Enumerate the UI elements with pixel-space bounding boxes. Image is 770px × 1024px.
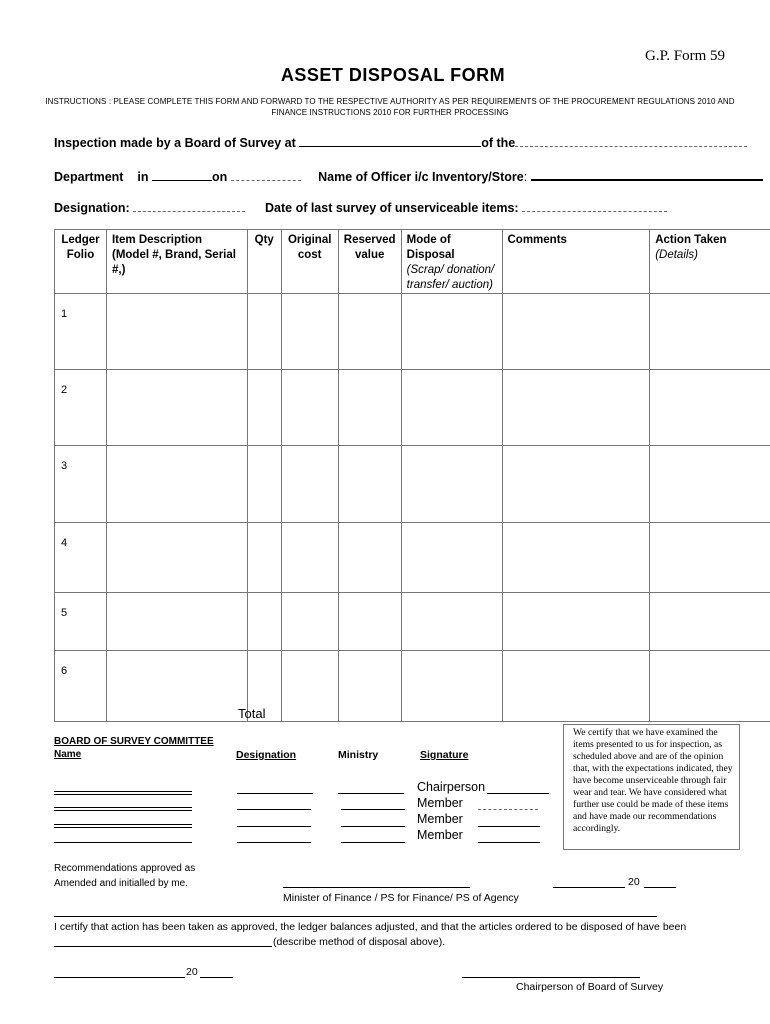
- inspection-row: [54, 135, 747, 150]
- designation-field-1[interactable]: [237, 793, 313, 794]
- form-number: G.P. Form 59: [645, 48, 726, 64]
- signature-field-1[interactable]: [487, 793, 549, 794]
- cell[interactable]: [106, 446, 247, 523]
- minister-date-line[interactable]: [553, 887, 625, 888]
- cell[interactable]: [502, 651, 650, 722]
- cell[interactable]: [401, 446, 502, 523]
- cell[interactable]: [650, 294, 770, 370]
- ministry-column-label: Ministry: [338, 749, 379, 761]
- certification-box: We certify that we have examined the items presented to us for inspection, as scheduled above and are of the opinion that, with the expectations indicated, they have become unserviceable through fair wear and tear. We have considered what further use could be made of these items and have made our recommendations accordingly.: [563, 724, 740, 850]
- cell[interactable]: [650, 370, 770, 446]
- name-field-3[interactable]: [54, 824, 192, 828]
- name-field-2[interactable]: [54, 807, 192, 811]
- name-field-4[interactable]: [54, 842, 192, 843]
- cell[interactable]: [247, 446, 281, 523]
- row-number: 1: [55, 294, 107, 370]
- cell[interactable]: [401, 294, 502, 370]
- signature-field-3[interactable]: [478, 826, 540, 827]
- cell[interactable]: [401, 370, 502, 446]
- cell[interactable]: [106, 593, 247, 651]
- recommendations-line-2: Amended and initialled by me.: [54, 878, 188, 889]
- designation-row: [54, 200, 245, 215]
- col-item-description: Item Description (Model #, Brand, Serial #,): [106, 230, 247, 294]
- signature-column-label: Signature: [420, 749, 469, 761]
- disposal-table: [54, 229, 770, 722]
- name-column-label: Name: [54, 749, 82, 760]
- cell[interactable]: [502, 370, 650, 446]
- cell[interactable]: [650, 593, 770, 651]
- minister-year-line[interactable]: [644, 887, 676, 888]
- cell[interactable]: [281, 651, 338, 722]
- last-survey-row: [265, 200, 667, 215]
- cell[interactable]: [401, 523, 502, 593]
- cell[interactable]: [338, 651, 401, 722]
- name-field-1[interactable]: [54, 791, 192, 795]
- signature-field-4[interactable]: [478, 842, 540, 843]
- col-comments: Comments: [502, 230, 650, 294]
- cell[interactable]: [247, 294, 281, 370]
- department-label: Department: [54, 170, 124, 184]
- table-header-row: [55, 230, 770, 294]
- signature-field-2[interactable]: [478, 809, 538, 810]
- officer-field[interactable]: [531, 168, 763, 181]
- inspection-label: Inspection made by a Board of Survey at: [54, 136, 296, 150]
- ministry-field-3[interactable]: [341, 826, 405, 827]
- minister-signature-line[interactable]: [283, 887, 470, 888]
- cell[interactable]: [502, 294, 650, 370]
- cell[interactable]: [106, 370, 247, 446]
- committee-heading: BOARD OF SURVEY COMMITTEE: [54, 736, 214, 747]
- chair-sign-label: Chairperson of Board of Survey: [516, 981, 664, 993]
- department-row: Department in on Name of Officer i/c Inventory/Store:: [54, 168, 763, 184]
- minister-date-year: 20: [628, 876, 640, 888]
- row-number: 3: [55, 446, 107, 523]
- designation-field-4[interactable]: [237, 842, 311, 843]
- designation-label: Designation:: [54, 201, 130, 215]
- officer-label: Name of Officer i/c Inventory/Store: [318, 170, 524, 184]
- ministry-field-2[interactable]: [341, 809, 405, 810]
- cell[interactable]: [401, 651, 502, 722]
- cell[interactable]: [106, 294, 247, 370]
- chair-signature-line[interactable]: [462, 977, 640, 978]
- department-field[interactable]: [152, 169, 212, 181]
- cell[interactable]: [281, 294, 338, 370]
- cell[interactable]: [502, 593, 650, 651]
- designation-column-label: Designation: [236, 749, 297, 761]
- ministry-field-1[interactable]: [338, 793, 404, 794]
- final-cert-line-2: (describe method of disposal above).: [273, 936, 446, 948]
- in-label: in: [137, 170, 149, 184]
- cell[interactable]: [106, 651, 247, 722]
- col-original-cost: Original cost: [281, 230, 338, 294]
- role-chairperson: Chairperson: [417, 780, 486, 794]
- minister-label: Minister of Finance / PS for Finance/ PS of Agency: [283, 892, 519, 904]
- cell[interactable]: [106, 523, 247, 593]
- designation-field[interactable]: [133, 200, 245, 212]
- cell[interactable]: [650, 651, 770, 722]
- col-reserved-value: Reserved value: [338, 230, 401, 294]
- row-number: 5: [55, 593, 107, 651]
- role-member-1: Member: [417, 796, 463, 810]
- of-the-field[interactable]: [515, 135, 747, 147]
- cell[interactable]: [281, 523, 338, 593]
- row-number: 2: [55, 370, 107, 446]
- cell[interactable]: [281, 370, 338, 446]
- cell[interactable]: [247, 370, 281, 446]
- cell[interactable]: [338, 446, 401, 523]
- board-location-field[interactable]: [299, 135, 481, 147]
- final-year-line[interactable]: [200, 977, 233, 978]
- cell[interactable]: [247, 593, 281, 651]
- recommendations-line-1: Recommendations approved as: [54, 863, 196, 874]
- cell[interactable]: [650, 446, 770, 523]
- instructions: INSTRUCTIONS : PLEASE COMPLETE THIS FORM AND FORWARD TO THE RESPECTIVE AUTHORITY AS PER REQUIREMENTS OF THE PROCUREMENT REGULATIONS 2010 AND FINANCE INSTRUCTIONS 2010 FOR FURTHER PROCESSING: [45, 97, 735, 117]
- col-qty: Qty: [247, 230, 281, 294]
- final-date-year: 20: [186, 966, 198, 978]
- cell[interactable]: [650, 523, 770, 593]
- form-title: ASSET DISPOSAL FORM: [280, 65, 506, 85]
- col-action-taken: Action Taken (Details): [650, 230, 770, 294]
- date-field[interactable]: [231, 169, 301, 181]
- cell[interactable]: [502, 446, 650, 523]
- total-label: Total: [238, 706, 266, 721]
- col-ledger-folio: Ledger Folio: [55, 230, 107, 294]
- role-member-2: Member: [417, 812, 463, 826]
- cell[interactable]: [281, 593, 338, 651]
- last-survey-field[interactable]: [522, 200, 667, 212]
- table-row: [55, 370, 770, 446]
- table-row: [55, 593, 770, 651]
- final-cert-line-1: I certify that action has been taken as approved, the ledger balances adjusted, and that the articles ordered to be disposed of have been: [54, 921, 687, 933]
- disposal-method-line[interactable]: [54, 946, 272, 947]
- row-number: 4: [55, 523, 107, 593]
- col-mode-of-disposal: Mode of Disposal (Scrap/ donation/ transfer/ auction): [401, 230, 502, 294]
- cell[interactable]: [281, 446, 338, 523]
- cell[interactable]: [338, 523, 401, 593]
- table-row: [55, 446, 770, 523]
- table-row: [55, 651, 770, 722]
- final-date-line[interactable]: [54, 977, 185, 978]
- cell[interactable]: [338, 370, 401, 446]
- table-row: [55, 523, 770, 593]
- cell[interactable]: [338, 294, 401, 370]
- cell[interactable]: [401, 593, 502, 651]
- designation-field-3[interactable]: [237, 826, 311, 827]
- cell[interactable]: [502, 523, 650, 593]
- ministry-field-4[interactable]: [341, 842, 405, 843]
- row-number: 6: [55, 651, 107, 722]
- table-row: [55, 294, 770, 370]
- last-survey-label: Date of last survey of unserviceable items:: [265, 201, 519, 215]
- certification-separator: [54, 916, 657, 917]
- on-label: on: [211, 170, 228, 184]
- role-member-3: Member: [417, 828, 463, 842]
- designation-field-2[interactable]: [237, 809, 311, 810]
- of-the-label: of the: [481, 136, 516, 150]
- cell[interactable]: [338, 593, 401, 651]
- cell[interactable]: [247, 523, 281, 593]
